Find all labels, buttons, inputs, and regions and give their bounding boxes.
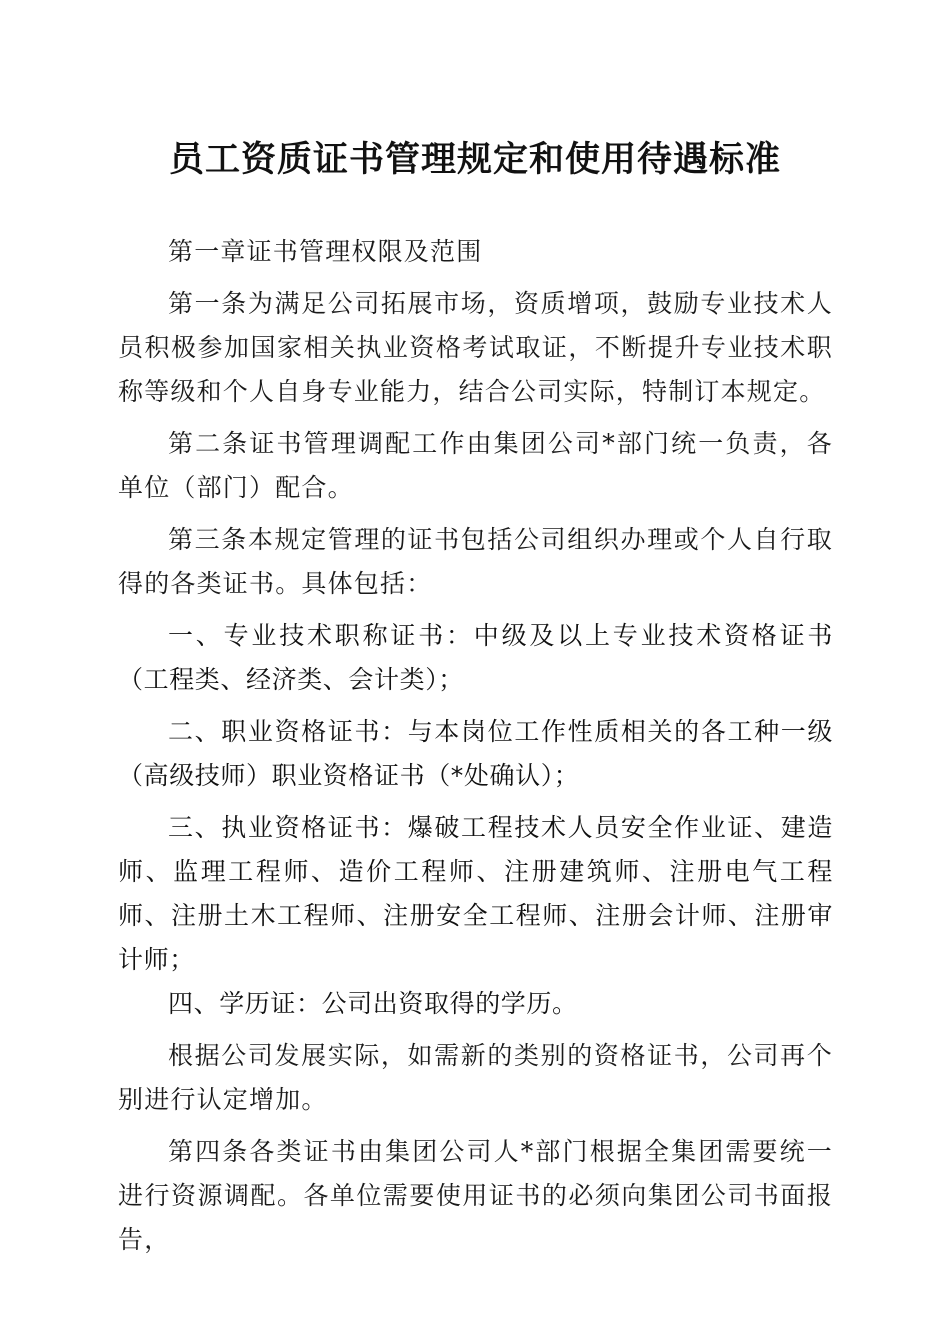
document-body — [118, 230, 833, 1262]
document-title: 员工资质证书管理规定和使用待遇标准 — [168, 139, 781, 180]
supplement-note: 根据公司发展实际，如需新的类别的资格证书，公司再个别进行认定增加。 — [118, 1041, 833, 1114]
article-3: 第三条本规定管理的证书包括公司组织办理或个人自行取得的各类证书。具体包括： — [118, 525, 833, 598]
list-item-2: 二、职业资格证书：与本岗位工作性质相关的各工种一级（高级技师）职业资格证书（*处确认）； — [118, 717, 833, 790]
article-2: 第二条证书管理调配工作由集团公司*部门统一负责，各单位（部门）配合。 — [118, 429, 833, 502]
article-1: 第一条为满足公司拓展市场，资质增项，鼓励专业技术人员积极参加国家相关执业资格考试取证，不断提升专业技术职称等级和个人自身专业能力，结合公司实际，特制订本规定。 — [118, 289, 833, 406]
list-item-4: 四、学历证：公司出资取得的学历。 — [168, 989, 578, 1018]
list-item-3: 三、执业资格证书：爆破工程技术人员安全作业证、建造师、监理工程师、造价工程师、注册建筑师、注册电气工程师、注册土木工程师、注册安全工程师、注册会计师、注册审计师； — [118, 813, 833, 974]
article-4: 第四条各类证书由集团公司人*部门根据全集团需要统一进行资源调配。各单位需要使用证书的必须向集团公司书面报告， — [118, 1137, 833, 1254]
chapter-heading: 第一章证书管理权限及范围 — [168, 237, 483, 266]
list-item-1: 一、专业技术职称证书：中级及以上专业技术资格证书（工程类、经济类、会计类）； — [118, 621, 833, 694]
